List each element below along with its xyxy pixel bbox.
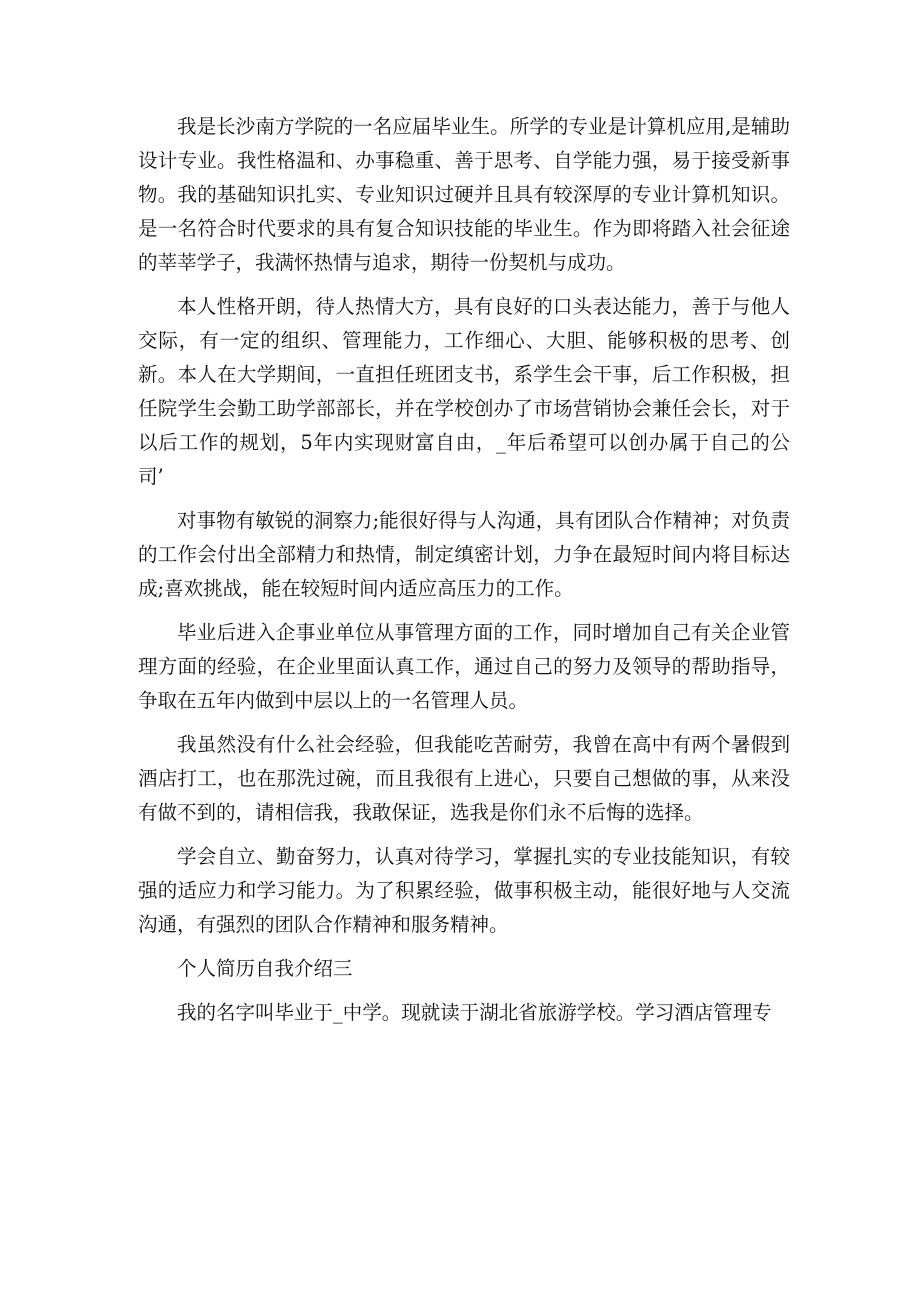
paragraph-1: 我是长沙南方学院的一名应届毕业生。所学的专业是计算机应用,是辅助设计专业。我性格温和、办事稳重、善于思考、自学能力强，易于接受新事物。我的基础知识扎实、专业知识过硬并且具有较深厚的专业计算机知识。是一名符合时代要求的具有复合知识技能的毕业生。作为即将踏入社会征途的莘莘学子，我满怀热情与追求，期待一份契机与成功。 xyxy=(138,115,790,274)
document-body xyxy=(138,110,790,1040)
paragraph-4: 毕业后进入企事业单位从事管理方面的工作，同时增加自己有关企业管理方面的经验，在企业里面认真工作，通过自己的努力及领导的帮助指导，争取在五年内做到中层以上的一名管理人员。 xyxy=(138,621,790,712)
paragraph-7: 我的名字叫毕业于_中学。现就读于湖北省旅游学校。学习酒店管理专 xyxy=(177,1001,772,1024)
paragraph-6: 学会自立、勤奋努力，认真对待学习，掌握扎实的专业技能知识，有较强的适应力和学习能力。为了积累经验，做事积极主动，能很好地与人交流沟通，有强烈的团队合作精神和服务精神。 xyxy=(138,845,790,936)
section-heading: 个人简历自我介绍三 xyxy=(177,957,353,980)
paragraph-3: 对事物有敏锐的洞察力;能很好得与人沟通，具有团队合作精神；对负责的工作会付出全部精力和热情，制定缜密计划，力争在最短时间内将目标达成;喜欢挑战，能在较短时间内适应高压力的工作。 xyxy=(138,509,790,600)
paragraph-2: 本人性格开朗，待人热情大方，具有良好的口头表达能力，善于与他人交际，有一定的组织、管理能力，工作细心、大胆、能够积极的思考、创新。本人在大学期间，一直担任班团支书，系学生会干事，后工作积极，担任院学生会勤工助学部部长，并在学校创办了市场营销协会兼任会长，对于以后工作的规划，5年内实现财富自由，_年后希望可以创办属于自己的公司’ xyxy=(138,295,790,488)
paragraph-5: 我虽然没有什么社会经验，但我能吃苦耐劳，我曾在高中有两个暑假到酒店打工，也在那洗过碗，而且我很有上进心，只要自己想做的事，从来没有做不到的，请相信我，我敢保证，选我是你们永不后悔的选择。 xyxy=(138,733,790,824)
